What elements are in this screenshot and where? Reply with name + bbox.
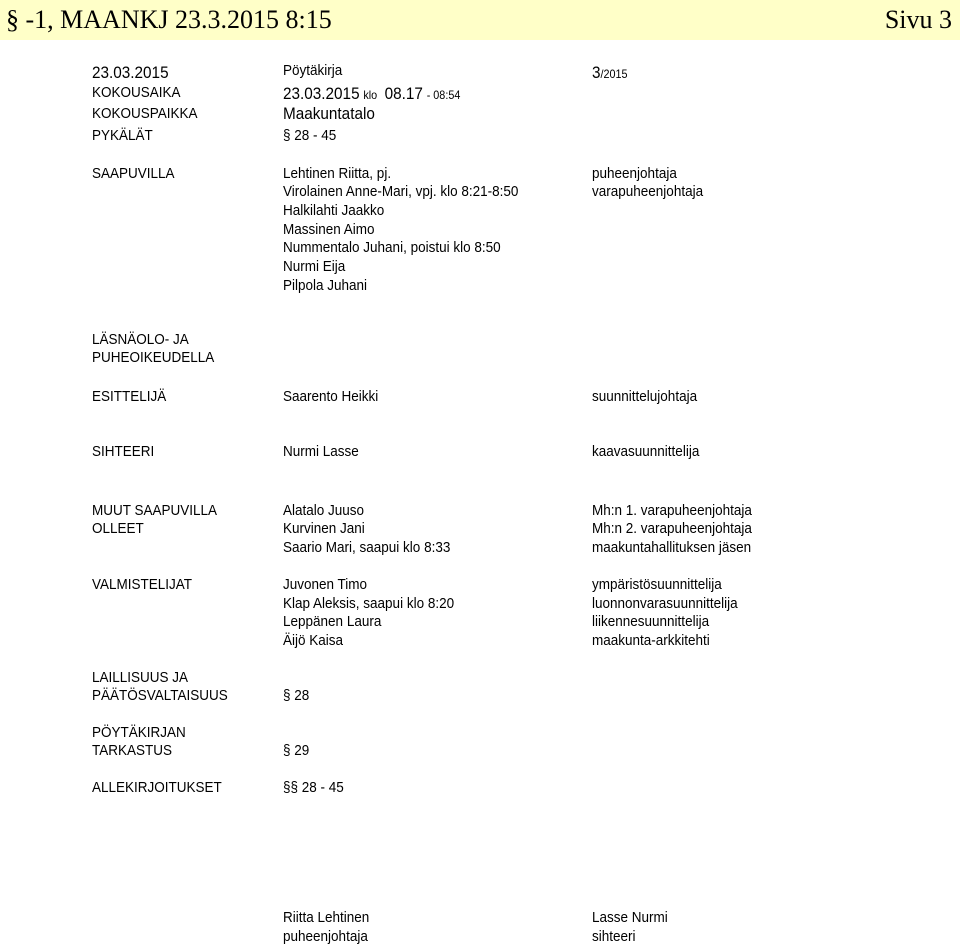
others-label: MUUT SAAPUVILLA — [92, 502, 218, 519]
other-name: Alatalo Juuso — [283, 502, 365, 519]
member-role: varapuheenjohtaja — [592, 183, 704, 200]
review-value: § 29 — [283, 742, 310, 759]
other-name: Kurvinen Jani — [283, 520, 365, 537]
present-label: SAAPUVILLA — [92, 165, 175, 182]
preparer-name: Juvonen Timo — [283, 576, 368, 593]
sections-value: § 28 - 45 — [283, 127, 337, 144]
minutes-number: 3/2015 — [592, 63, 628, 82]
member-name: Halkilahti Jaakko — [283, 202, 385, 219]
member-name: Pilpola Juhani — [283, 277, 368, 294]
other-role: Mh:n 1. varapuheenjohtaja — [592, 502, 752, 519]
preparer-role: luonnonvarasuunnittelija — [592, 595, 738, 612]
legality-value: § 28 — [283, 687, 310, 704]
preparer-name: Klap Aleksis, saapui klo 8:20 — [283, 595, 455, 612]
signature-title: puheenjohtaja — [283, 928, 368, 945]
secretary-name: Nurmi Lasse — [283, 443, 359, 460]
preparers-label: VALMISTELIJAT — [92, 576, 193, 593]
page-header — [0, 0, 960, 40]
meeting-time-label: KOKOUSAIKA — [92, 84, 181, 101]
presenter-name: Saarento Heikki — [283, 388, 379, 405]
others-label: OLLEET — [92, 520, 144, 537]
presenter-role: suunnittelujohtaja — [592, 388, 698, 405]
sections-label: PYKÄLÄT — [92, 127, 153, 144]
review-label: TARKASTUS — [92, 742, 173, 759]
member-name: Lehtinen Riitta, pj. — [283, 165, 392, 182]
preparer-role: ympäristösuunnittelija — [592, 576, 722, 593]
header-title: § -1, MAANKJ 23.3.2015 8:15 — [6, 5, 332, 34]
other-role: maakuntahallituksen jäsen — [592, 539, 752, 556]
speaking-rights-label: PUHEOIKEUDELLA — [92, 349, 215, 366]
presenter-label: ESITTELIJÄ — [92, 388, 167, 405]
secretary-role: kaavasuunnittelija — [592, 443, 700, 460]
preparer-name: Leppänen Laura — [283, 613, 382, 630]
other-role: Mh:n 2. varapuheenjohtaja — [592, 520, 752, 537]
member-role: puheenjohtaja — [592, 165, 677, 182]
signature-name: Lasse Nurmi — [592, 909, 668, 926]
signatures-label: ALLEKIRJOITUKSET — [92, 779, 222, 796]
legality-label: PÄÄTÖSVALTAISUUS — [92, 687, 228, 704]
meeting-time: 23.03.2015 klo 08.17 - 08:54 — [283, 84, 461, 103]
member-name: Nurmi Eija — [283, 258, 346, 275]
page-number: Sivu 3 — [884, 5, 952, 34]
member-name: Massinen Aimo — [283, 221, 375, 238]
member-name: Virolainen Anne-Mari, vpj. klo 8:21-8:50 — [283, 183, 519, 200]
signature-title: sihteeri — [592, 928, 636, 945]
speaking-rights-label: LÄSNÄOLO- JA — [92, 331, 189, 348]
preparer-name: Äijö Kaisa — [283, 632, 344, 649]
member-name: Nummentalo Juhani, poistui klo 8:50 — [283, 239, 501, 256]
meeting-place-label: KOKOUSPAIKKA — [92, 105, 198, 122]
preparer-role: maakunta-arkkitehti — [592, 632, 710, 649]
meeting-date: 23.03.2015 — [92, 63, 169, 82]
signature-name: Riitta Lehtinen — [283, 909, 370, 926]
document-type: Pöytäkirja — [283, 62, 343, 79]
meeting-place: Maakuntatalo — [283, 104, 375, 123]
preparer-role: liikennesuunnittelija — [592, 613, 710, 630]
signatures-value: §§ 28 - 45 — [283, 779, 344, 796]
review-label: PÖYTÄKIRJAN — [92, 724, 186, 741]
secretary-label: SIHTEERI — [92, 443, 155, 460]
other-name: Saario Mari, saapui klo 8:33 — [283, 539, 451, 556]
legality-label: LAILLISUUS JA — [92, 669, 189, 686]
